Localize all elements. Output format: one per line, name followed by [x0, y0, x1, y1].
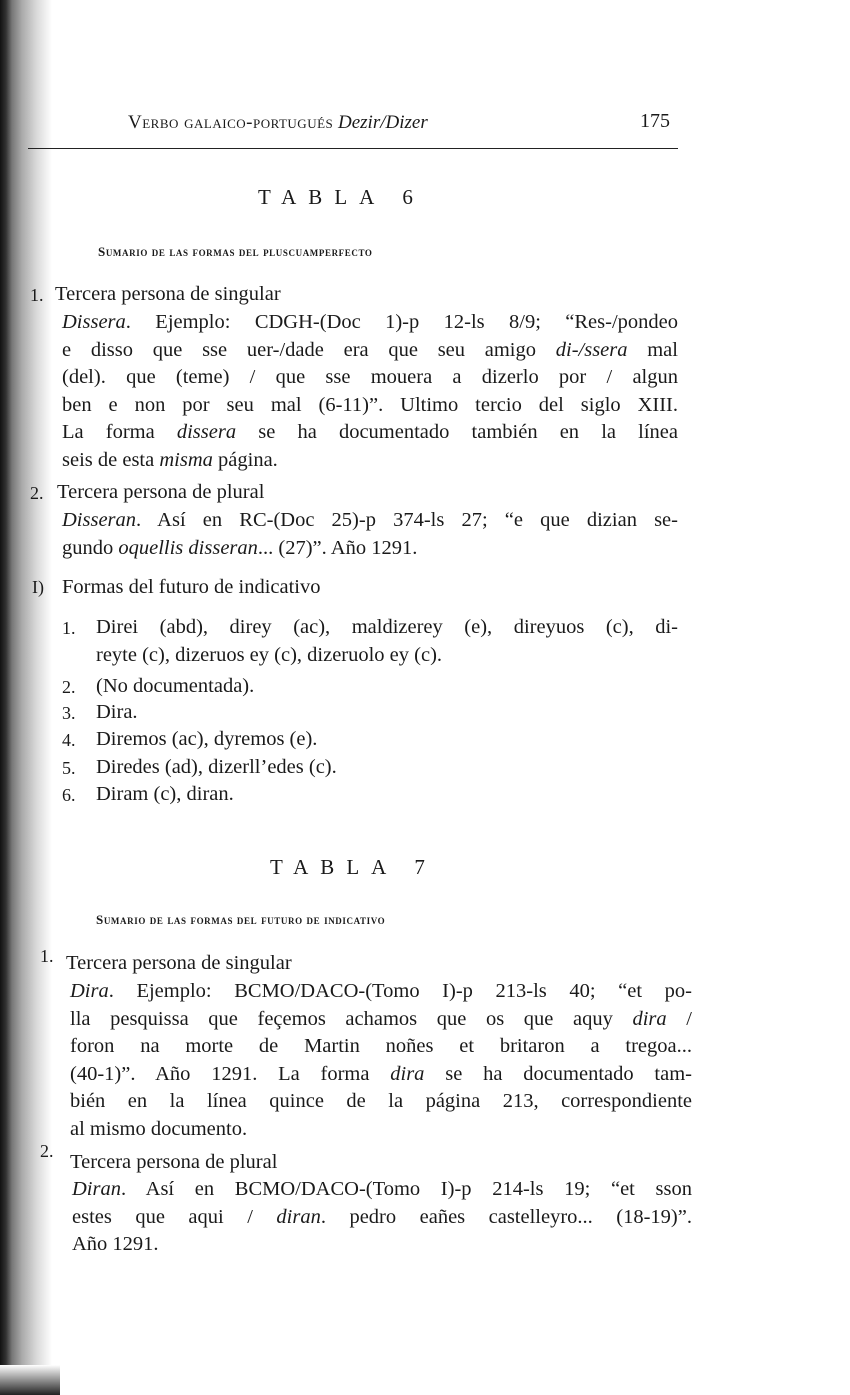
- running-title: Verbo galaico-portugués: [128, 112, 334, 133]
- list-item: [96, 673, 678, 701]
- text: se ha documentado tam-: [424, 1062, 692, 1085]
- text: . Así en BCMO/DACO-(Tomo I)-p 214-ls 19; “et sson: [120, 1178, 692, 1200]
- text: (del). que (teme) / que sse mouera a dizerlo por / algun: [62, 366, 678, 388]
- text-line: [62, 309, 678, 337]
- list-item: [96, 754, 678, 782]
- text-line: [70, 978, 692, 1006]
- item-number: 1.: [30, 285, 44, 305]
- item-number: 1.: [40, 946, 54, 966]
- text: Dira.: [96, 701, 138, 723]
- list-number: 5.: [62, 758, 76, 778]
- item-heading: Tercera persona de singular: [66, 952, 292, 974]
- running-header: [128, 112, 428, 134]
- text-line: [62, 364, 678, 392]
- text-line: [70, 1061, 692, 1089]
- text-line: [96, 614, 678, 642]
- section-heading: Formas del futuro de indicativo: [62, 576, 321, 598]
- text-line: [72, 1176, 692, 1204]
- table-7-subtitle: Sumario de las formas del futuro de indicativo: [96, 912, 386, 927]
- text: La forma: [62, 421, 177, 443]
- list-item: [96, 614, 678, 669]
- text: página.: [212, 448, 278, 471]
- list-number: 6.: [62, 785, 76, 805]
- italic-text: diran: [276, 1205, 321, 1228]
- item-body: [70, 978, 692, 1143]
- text-line: [62, 447, 678, 475]
- text: /: [666, 1007, 692, 1030]
- italic-text: dissera: [176, 421, 237, 443]
- item-body: [62, 309, 678, 474]
- text-line: [70, 1033, 692, 1061]
- table-7-title: TABLA 7: [270, 855, 437, 879]
- list-number: 4.: [62, 730, 76, 750]
- text: foron na morte de Martin noñes et britaron a tregoa...: [70, 1035, 692, 1057]
- list-number: 3.: [62, 703, 76, 723]
- text-line: [96, 754, 678, 782]
- text: Direi (abd), direy (ac), maldizerey (e), direyuos (c), di-: [96, 616, 678, 638]
- running-title-italic: Dezir/Dizer: [338, 112, 428, 133]
- list-item: [96, 781, 678, 809]
- text: reyte (c), dizeruos ey (c), dizeruolo ey (c).: [96, 643, 443, 666]
- text: (40-1)”. Año 1291. La forma: [70, 1062, 391, 1085]
- text: seis de esta: [62, 448, 160, 471]
- italic-text: Disseran: [62, 509, 137, 531]
- text-line: [70, 1088, 692, 1116]
- list-item: [96, 699, 678, 727]
- text-line: [96, 781, 678, 809]
- item-number: 2.: [40, 1141, 54, 1161]
- header-rule: [28, 148, 678, 149]
- page-number: 175: [640, 110, 670, 132]
- text: ... (27)”. Año 1291.: [257, 536, 418, 559]
- text: . Ejemplo: BCMO/DACO-(Tomo I)-p 213-ls 40; “et po-: [108, 980, 692, 1002]
- text: al mismo documento.: [70, 1117, 248, 1140]
- text: gundo: [62, 536, 119, 559]
- item-number: 2.: [30, 483, 44, 503]
- table-6-title: TABLA 6: [258, 185, 425, 209]
- italic-text: misma: [159, 448, 213, 471]
- text-line: [70, 1116, 692, 1144]
- text-line: [70, 1006, 692, 1034]
- italic-text: Dira: [70, 980, 109, 1002]
- text: . Ejemplo: CDGH-(Doc 1)-p 12-ls 8/9; “Res-/pondeo: [125, 311, 678, 333]
- text-line: [96, 673, 678, 701]
- text: se ha documentado también en la línea: [236, 421, 678, 443]
- section-number: I): [32, 577, 44, 597]
- book-binding-shadow: [0, 0, 52, 1395]
- item-heading: Tercera persona de plural: [57, 481, 265, 503]
- text: Año 1291.: [72, 1233, 159, 1255]
- item-heading: Tercera persona de plural: [70, 1151, 278, 1173]
- text: . Así en RC-(Doc 25)-p 374-ls 27; “e que dizian se-: [136, 509, 678, 531]
- italic-text: di-/ssera: [555, 338, 628, 361]
- list-number: 1.: [62, 618, 76, 638]
- text: Diremos (ac), dyremos (e).: [96, 728, 318, 750]
- text: estes que aqui /: [72, 1205, 277, 1228]
- list-number: 2.: [62, 677, 76, 697]
- text-line: [62, 392, 678, 420]
- item-body: [62, 507, 678, 562]
- text-line: [62, 419, 678, 447]
- text-line: [62, 535, 678, 563]
- text-line: [96, 726, 678, 754]
- list-item: [96, 726, 678, 754]
- text-line: [72, 1231, 692, 1259]
- text: . pedro eañes castelleyro... (18-19)”.: [320, 1205, 692, 1228]
- text: mal: [627, 338, 678, 361]
- text: e disso que sse uer-/dade era que seu amigo: [62, 338, 556, 361]
- book-binding-shadow-bottom: [0, 1365, 60, 1395]
- text: bién en la línea quince de la página 213, correspondiente: [70, 1090, 692, 1112]
- italic-text: dira: [390, 1062, 425, 1085]
- italic-text: dira: [632, 1007, 667, 1030]
- italic-text: Dissera: [62, 311, 126, 333]
- text: ben e non por seu mal (6-11)”. Ultimo tercio del siglo XIII.: [62, 393, 678, 416]
- text: lla pesquissa que feçemos achamos que os que aquy: [70, 1007, 633, 1030]
- text: Diram (c), diran.: [96, 783, 234, 805]
- item-body: [72, 1176, 692, 1259]
- text-line: [72, 1204, 692, 1232]
- text: Diredes (ad), dizerll’edes (c).: [96, 756, 337, 778]
- italic-text: Diran: [72, 1178, 121, 1200]
- text: (No documentada).: [96, 675, 255, 697]
- italic-text: oquellis disseran: [118, 536, 258, 559]
- text-line: [62, 337, 678, 365]
- text-line: [62, 507, 678, 535]
- text-line: [96, 642, 678, 670]
- item-heading: Tercera persona de singular: [55, 283, 281, 305]
- text-line: [96, 699, 678, 727]
- table-6-subtitle: Sumario de las formas del pluscuamperfecto: [98, 244, 373, 259]
